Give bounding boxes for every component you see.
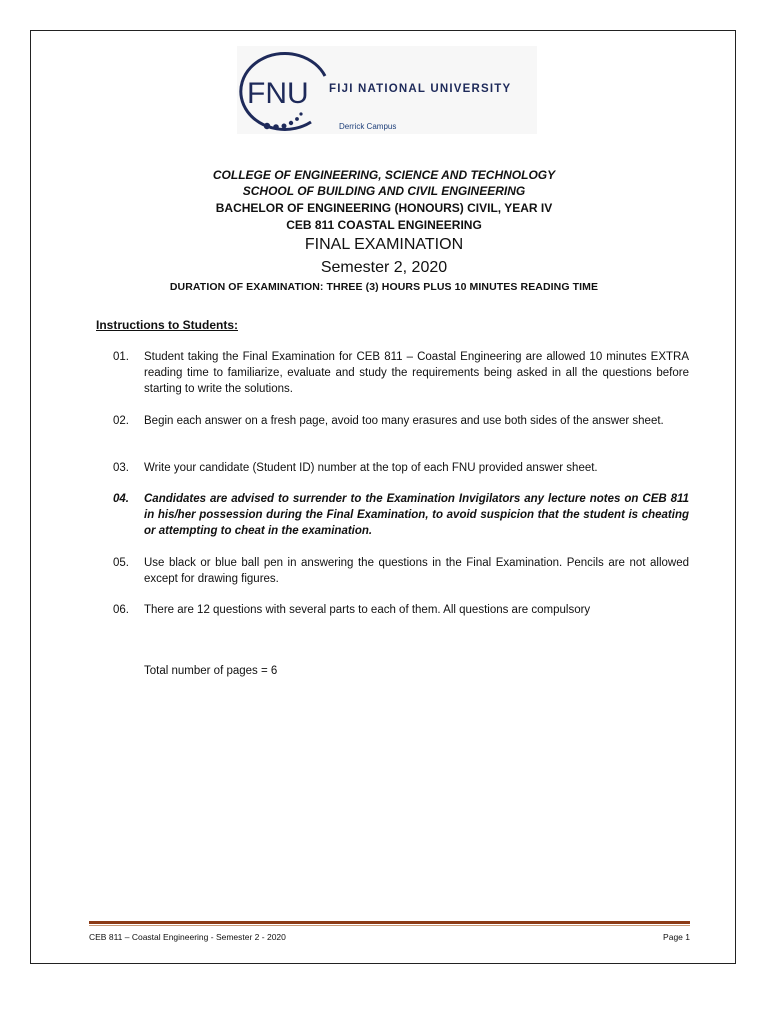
footer-page-number: Page 1 (663, 932, 690, 942)
logo-campus: Derrick Campus (339, 122, 397, 131)
instruction-text: Use black or blue ball pen in answering the questions in the Final Examination. Pencils are not allowed except for drawing figures. (144, 557, 689, 585)
instruction-item-04 (113, 491, 689, 539)
instruction-number: 06. (113, 604, 129, 616)
logo-university-name: FIJI NATIONAL UNIVERSITY (329, 83, 512, 95)
exam-title: FINAL EXAMINATION (304, 236, 464, 253)
logo-initials: FNU (247, 77, 309, 110)
footer-course: CEB 811 – Coastal Engineering - Semester 2 - 2020 (89, 932, 286, 942)
program-heading: BACHELOR OF ENGINEERING (HONOURS) CIVIL, YEAR IV (215, 201, 553, 215)
duration-line: DURATION OF EXAMINATION: THREE (3) HOURS PLUS 10 MINUTES READING TIME (169, 281, 599, 293)
course-heading: CEB 811 COASTAL ENGINEERING (286, 218, 482, 232)
instruction-text: Begin each answer on a fresh page, avoid too many erasures and use both sides of the answer sheet. (144, 415, 664, 427)
semester-title: Semester 2, 2020 (320, 259, 448, 276)
instruction-text: Candidates are advised to surrender to the Examination Invigilators any lecture notes on CEB 811 in his/her possession during the Final Examination, to avoid suspicion that the student is cheating or attempting to cheat in the examination. (144, 493, 689, 537)
total-pages: Total number of pages = 6 (144, 665, 278, 677)
instruction-number: 05. (113, 557, 129, 569)
instruction-item-01 (113, 349, 689, 397)
university-logo (237, 46, 537, 134)
instruction-text: Write your candidate (Student ID) number at the top of each FNU provided answer sheet. (144, 462, 598, 474)
instruction-text: Student taking the Final Examination for CEB 811 – Coastal Engineering are allowed 10 minutes EXTRA reading time to familiarize, evaluate and study the requirements being asked in all the questions before starting to write the solutions. (144, 351, 689, 395)
college-heading: COLLEGE OF ENGINEERING, SCIENCE AND TECHNOLOGY (212, 168, 556, 182)
instruction-item-05 (113, 555, 689, 587)
footer-rule (89, 921, 690, 924)
instruction-number: 04. (113, 493, 129, 505)
instruction-item-03 (113, 460, 689, 476)
instruction-item-06 (113, 602, 689, 618)
instruction-number: 02. (113, 415, 129, 427)
instruction-text: There are 12 questions with several parts to each of them. All questions are compulsory (144, 604, 591, 616)
instruction-number: 03. (113, 462, 129, 474)
instruction-number: 01. (113, 351, 129, 363)
instruction-item-02 (113, 413, 689, 429)
school-heading: SCHOOL OF BUILDING AND CIVIL ENGINEERING (242, 184, 526, 198)
footer-rule-thin (89, 925, 690, 926)
instructions-title: Instructions to Students: (96, 318, 238, 332)
